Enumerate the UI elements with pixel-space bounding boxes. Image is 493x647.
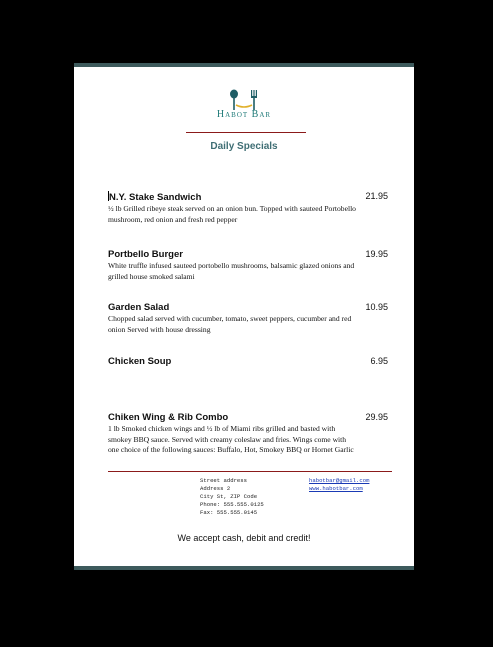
torn-edge (242, 0, 245, 62)
email-link[interactable]: habotbar@gmail.com (309, 477, 370, 484)
item-name: Chiken Wing & Rib Combo (108, 412, 229, 423)
address-line-2: Address 2 (200, 485, 231, 492)
item-name: Chicken Soup (108, 356, 172, 367)
menu-item (108, 302, 388, 335)
street-address: Street address (200, 477, 247, 484)
header-divider (186, 132, 306, 133)
brand-name: Habot Bar (216, 109, 272, 120)
item-name: N.Y. Stake Sandwich (109, 192, 202, 203)
address-block (200, 477, 264, 517)
item-price: 6.95 (370, 356, 388, 366)
menu-item (108, 412, 388, 456)
city-state-zip: City St, ZIP Code (200, 493, 258, 500)
menu-item (108, 191, 388, 225)
contact-links (309, 477, 369, 493)
menu-item (108, 249, 388, 282)
item-price: 19.95 (365, 249, 388, 259)
menu-page (74, 63, 414, 570)
item-description: ½ lb Grilled ribeye steak served on an onion bun. Topped with sauteed Portobello mushroom, red onion and fresh red pepper (108, 204, 356, 224)
menu-item (108, 356, 388, 367)
item-description: White truffle infused sauteed portobello mushrooms, balsamic glazed onions and grilled house smoked salami (108, 261, 355, 281)
bottom-band (74, 566, 414, 570)
phone-number: Phone: 555.555.0125 (200, 501, 264, 508)
page-title: Daily Specials (210, 141, 278, 152)
item-description: 1 lb Smoked chicken wings and ½ lb of Miami ribs grilled and basted with smokey BBQ sauce. Served with creamy coleslaw and fries. Wings come with one choice of the following sauces: Buffalo, Hot, Smokey BBQ or Hornet Garlic (108, 424, 354, 455)
item-price: 10.95 (365, 302, 388, 312)
top-band (74, 63, 414, 67)
item-price: 29.95 (365, 412, 388, 422)
item-name: Garden Salad (108, 302, 170, 313)
website-link[interactable]: www.habotbar.com (309, 485, 363, 492)
footer-divider (108, 471, 392, 472)
item-description: Chopped salad served with cucumber, tomato, sweet peppers, cucumber and red onion Served with house dressing (108, 314, 352, 334)
item-price: 21.95 (365, 191, 388, 201)
spoon-fork-icon (226, 89, 262, 111)
item-name: Portbello Burger (108, 249, 183, 260)
payment-note: We accept cash, debit and credit! (177, 533, 311, 543)
fax-number: Fax: 555.555.0145 (200, 509, 258, 516)
